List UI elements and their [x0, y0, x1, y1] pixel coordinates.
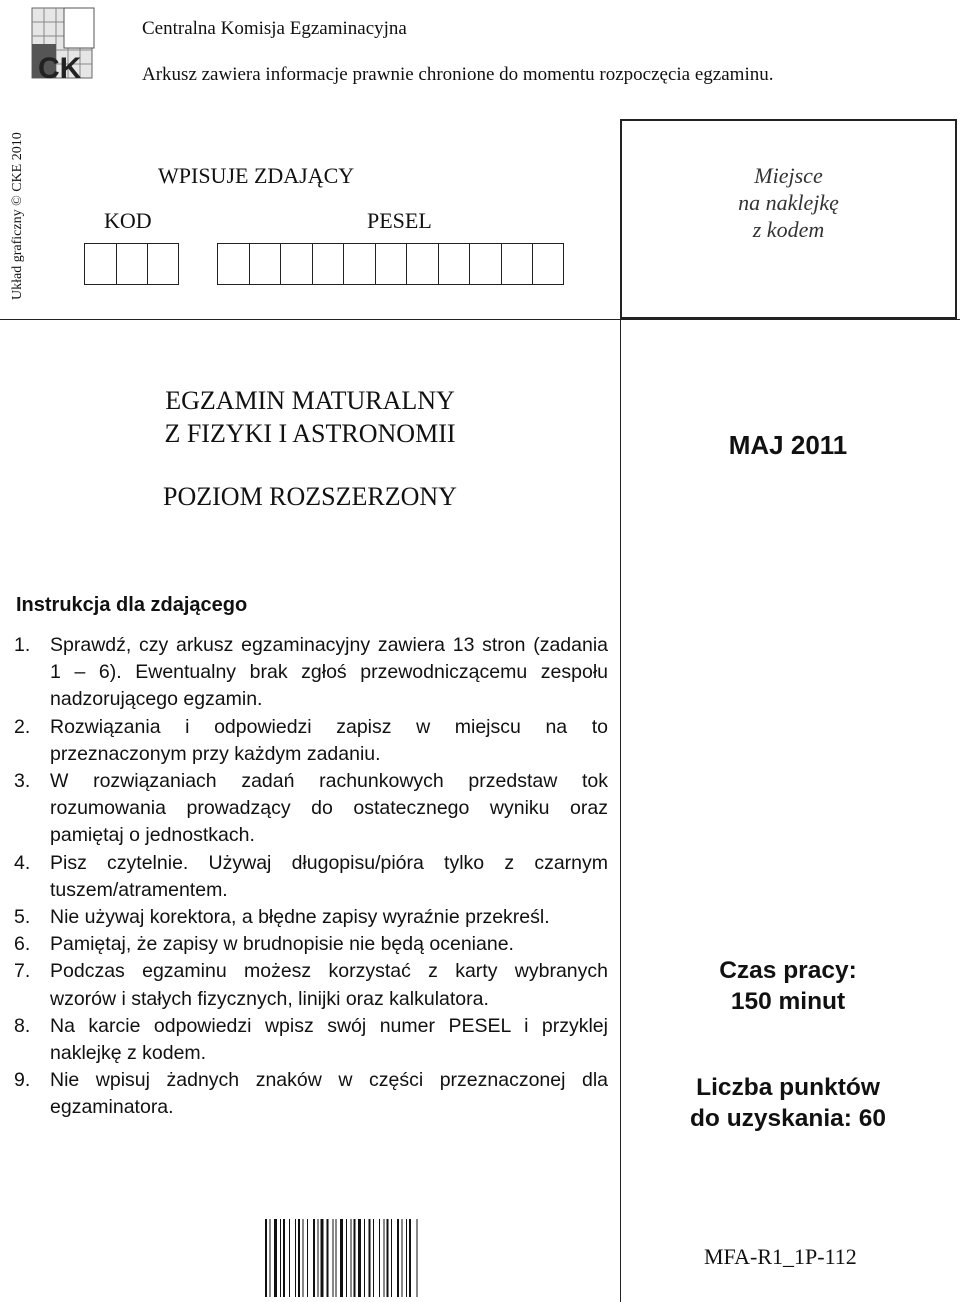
barcode-bar [283, 1219, 285, 1297]
instruction-text: Rozwiązania i odpowiedzi zapisz w miejscu na to przeznaczonym przy każdym zadaniu. [50, 715, 608, 765]
instruction-item [14, 931, 608, 958]
points-value: do uzyskania: 60 [689, 1105, 887, 1132]
barcode-bar [402, 1219, 403, 1297]
exam-level: POZIOM ROZSZERZONY [163, 482, 457, 511]
barcode-bar [397, 1219, 399, 1297]
barcode-bar [354, 1219, 356, 1297]
instruction-item [14, 714, 608, 768]
kod-box[interactable] [84, 243, 116, 285]
instruction-item [14, 958, 608, 1012]
time-label: Czas pracy: [719, 957, 857, 984]
barcode-bar [336, 1219, 337, 1297]
vertical-divider [620, 319, 621, 1302]
points-label: Liczba punktów [696, 1074, 880, 1101]
instruction-number: 8. [14, 1014, 31, 1037]
logo-text: CK [38, 52, 82, 85]
barcode-bar [298, 1219, 300, 1297]
kod-box[interactable] [147, 243, 179, 285]
barcode-bar [417, 1219, 418, 1297]
barcode-bar [369, 1219, 371, 1297]
barcode-bar [321, 1219, 324, 1297]
barcode-bar [327, 1219, 329, 1297]
pesel-box[interactable] [532, 243, 564, 285]
barcode-bar [280, 1219, 281, 1297]
pesel-box[interactable] [343, 243, 375, 285]
sticker-line: Miejsce [754, 163, 823, 188]
document-code: MFA-R1_1P-112 [704, 1244, 857, 1269]
barcode-bar [307, 1219, 308, 1297]
barcode-bar [409, 1219, 411, 1297]
barcode-bar [340, 1219, 343, 1297]
instruction-text: W rozwiązaniach zadań rachunkowych przedstaw tok rozumowania prowadzący do ostatecznego wyniku oraz pamiętaj o jednostkach. [50, 770, 608, 847]
instruction-item [14, 1067, 608, 1121]
instruction-item [14, 632, 608, 714]
pesel-box[interactable] [312, 243, 344, 285]
instructions-title: Instrukcja dla zdającego [16, 594, 248, 616]
instruction-number: 3. [14, 770, 31, 793]
sticker-line: na naklejkę [738, 190, 839, 215]
pesel-boxes[interactable] [217, 243, 564, 285]
copyright-notice: Układ graficzny © CKE 2010 [10, 132, 25, 300]
barcode-bar [318, 1219, 319, 1297]
instruction-item [14, 850, 608, 904]
sticker-label [620, 162, 957, 243]
sticker-line: z kodem [752, 217, 825, 242]
instructions-list [14, 632, 608, 1122]
barcode-bar [358, 1219, 361, 1297]
instruction-number: 4. [14, 851, 31, 874]
barcode-bar [265, 1219, 267, 1297]
barcode-bar [313, 1219, 315, 1297]
exam-title-line1: EGZAMIN MATURALNY [165, 386, 455, 415]
barcode-bar [387, 1219, 389, 1297]
barcode-bar [379, 1219, 380, 1297]
barcode-bar [391, 1219, 392, 1297]
instruction-number: 9. [14, 1069, 31, 1092]
pesel-box[interactable] [501, 243, 533, 285]
barcode-bar [346, 1219, 347, 1297]
cke-logo [30, 6, 104, 86]
instruction-number: 2. [14, 715, 31, 738]
horizontal-divider [0, 319, 960, 320]
barcode-bar [406, 1219, 407, 1297]
instruction-text: Pisz czytelnie. Używaj długopisu/pióra tylko z czarnym tuszem/atramentem. [50, 851, 608, 901]
pesel-box[interactable] [280, 243, 312, 285]
barcode-bar [274, 1219, 277, 1297]
pesel-box[interactable] [375, 243, 407, 285]
form-title: WPISUJE ZDAJĄCY [158, 163, 355, 188]
pesel-box[interactable] [469, 243, 501, 285]
instruction-text: Podczas egzaminu możesz korzystać z karty wybranych wzorów i stałych fizycznych, linijki oraz kalkulatora. [50, 960, 608, 1010]
barcode-bar [270, 1219, 271, 1297]
instruction-item [14, 1013, 608, 1067]
barcode-bar [289, 1219, 290, 1297]
barcode-bar [364, 1219, 365, 1297]
instruction-text: Sprawdź, czy arkusz egzaminacyjny zawiera 13 stron (zadania 1 – 6). Ewentualny brak zgłoś przewodniczącemu zespołu nadzorującego egzamin. [50, 634, 608, 711]
instruction-item [14, 768, 608, 850]
instruction-item [14, 904, 608, 931]
instruction-text: Na karcie odpowiedzi wpisz swój numer PESEL i przyklej naklejkę z kodem. [50, 1014, 608, 1065]
pesel-box[interactable] [249, 243, 281, 285]
barcode-bar [351, 1219, 352, 1297]
instruction-number: 5. [14, 906, 31, 929]
time-value: 150 minut [730, 988, 846, 1015]
instruction-number: 7. [14, 960, 31, 983]
kod-box[interactable] [116, 243, 148, 285]
institution-name: Centralna Komisja Egzaminacyjna [142, 18, 407, 39]
instruction-number: 1. [14, 634, 31, 656]
pesel-box[interactable] [217, 243, 249, 285]
instruction-text: Pamiętaj, że zapisy w brudnopisie nie będą oceniane. [50, 933, 514, 956]
exam-session: MAJ 2011 [728, 430, 848, 460]
pesel-box[interactable] [438, 243, 470, 285]
instruction-text: Nie wpisuj żadnych znaków w części przeznaczonej dla egzaminatora. [50, 1069, 608, 1119]
barcode-bar [303, 1219, 304, 1297]
confidentiality-notice: Arkusz zawiera informacje prawnie chronione do momentu rozpoczęcia egzaminu. [142, 64, 774, 85]
kod-boxes[interactable] [84, 243, 179, 285]
barcode-bar [384, 1219, 385, 1297]
instruction-text: Nie używaj korektora, a błędne zapisy wyraźnie przekreśl. [50, 906, 550, 929]
barcode-bar [295, 1219, 296, 1297]
exam-title-line2: Z FIZYKI I ASTRONOMII [164, 419, 456, 448]
pesel-label: PESEL [367, 208, 432, 233]
barcode-bar [333, 1219, 334, 1297]
pesel-box[interactable] [406, 243, 438, 285]
barcode [265, 1219, 467, 1297]
kod-label: KOD [104, 208, 152, 233]
instruction-number: 6. [14, 933, 31, 956]
barcode-bar [373, 1219, 374, 1297]
